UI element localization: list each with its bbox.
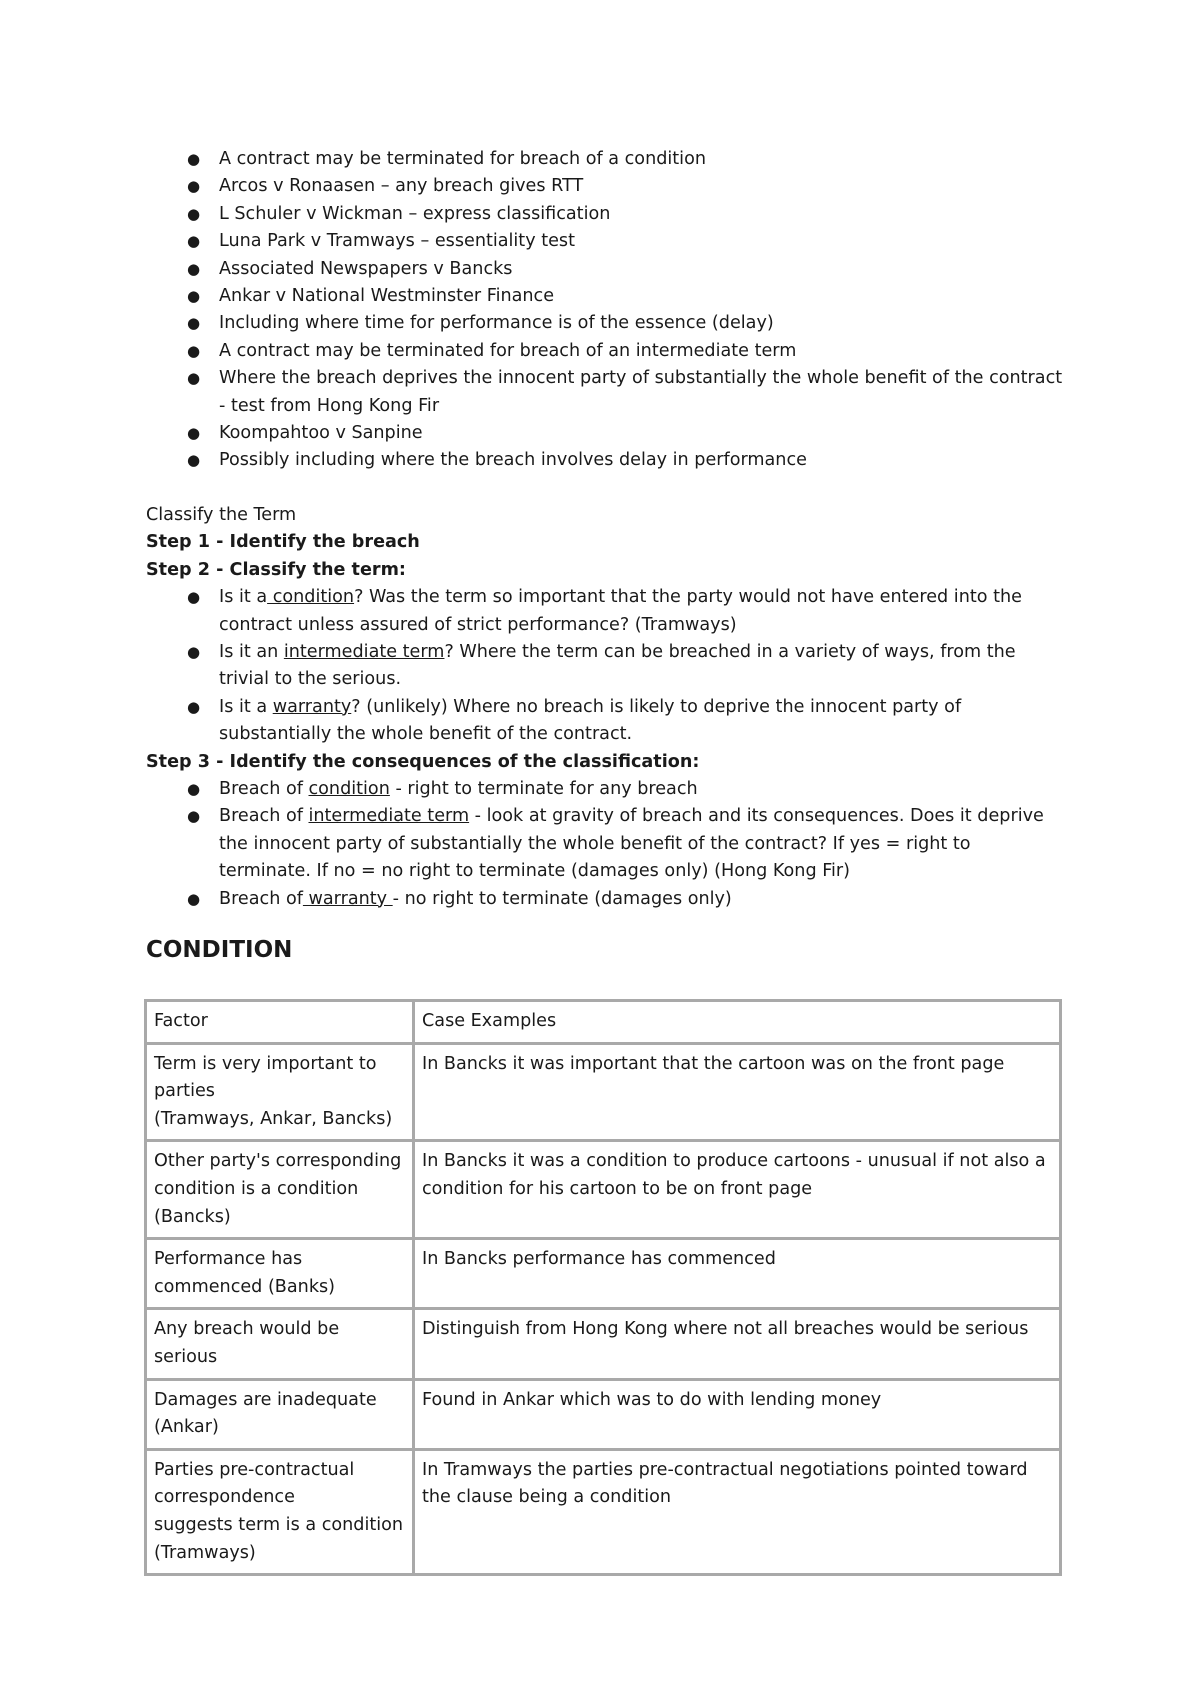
list-item [146,310,1066,337]
example-cell-line: In Bancks performance has commenced [422,1249,776,1270]
example-cell-line: Found in Ankar which was to do with lending money [422,1389,882,1410]
table-row [146,1379,1061,1449]
list-text: Ankar v National Westminster Finance [219,286,555,307]
condition-factors-table [144,999,1062,1576]
bullet-icon: ● [187,369,201,388]
table-header-row [146,1001,1061,1044]
list-text: L Schuler v Wickman – express classification [219,203,611,224]
classify-heading: Classify the Term [146,504,297,525]
list-text: Breach of [219,888,303,909]
underlined-term: warranty [272,696,352,717]
list-text: Is it a [219,587,268,608]
example-cell [414,1141,1061,1239]
condition-heading: CONDITION [146,936,293,963]
step-3-heading [146,749,1066,776]
example-cell [414,1379,1061,1449]
underlined-term: warranty [302,888,393,909]
list-text: A contract may be terminated for breach of a condition [219,149,706,169]
list-item [146,173,1066,200]
example-cell-line: Distinguish from Hong Kong where not all breaches would be serious [422,1319,1029,1340]
bullet-icon: ● [187,451,201,470]
list-item [146,365,1066,420]
list-text: ? Was the term so important that the party would not have entered into the contract unless assured of strict performance? (Tramways) [219,587,1022,635]
step-1-text: Step 1 - Identify the breach [146,532,420,553]
underlined-term: condition [308,778,390,799]
list-text: ? Where the term can be breached in a variety of ways, from the trivial to the serious. [219,641,1016,690]
bullet-icon: ● [187,889,201,908]
list-text: Is it a [219,696,273,717]
example-cell-line: In Bancks it was a condition to produce cartoons - unusual if not also a condition for his cartoon to be on front page [422,1151,1046,1199]
list-text: Koompahtoo v Sanpine [219,423,423,444]
factor-cell-line: Performance has commenced (Banks) [154,1249,336,1297]
underlined-term: intermediate term [308,806,470,827]
example-cell-line: In Bancks it was important that the cartoon was on the front page [422,1053,1005,1074]
list-item [146,447,1066,474]
list-text: Possibly including where the breach involves delay in performance [219,450,807,471]
example-cell [414,1043,1061,1141]
factor-cell-line: suggests term is a condition (Tramways) [154,1514,404,1563]
example-cell [414,1449,1061,1574]
list-item [146,283,1066,310]
list-text: Is it an [219,641,284,662]
factor-cell-line: Term is very important to parties [154,1053,377,1102]
step-2-heading [146,557,1066,584]
factor-cell [146,1043,414,1141]
factor-cell [146,1379,414,1449]
bullet-icon: ● [187,177,201,196]
list-item [146,338,1066,365]
table-row [146,1141,1061,1239]
factor-cell-line: (Tramways, Ankar, Bancks) [154,1108,393,1129]
list-text: Breach of [219,806,309,827]
list-text: Breach of [219,778,309,799]
bullet-icon: ● [187,697,201,716]
step-2-list [146,584,1066,748]
table-row [146,1239,1061,1309]
underlined-term: condition [267,587,355,608]
example-cell-line: In Tramways the parties pre-contractual negotiations pointed toward the clause being a condition [422,1459,1028,1508]
underlined-term: intermediate term [283,641,445,662]
table-row [146,1449,1061,1574]
bullet-icon: ● [187,424,201,443]
bullet-icon: ● [187,807,201,826]
list-text: Including where time for performance is of the essence (delay) [219,313,774,334]
bullet-icon: ● [187,150,201,168]
factor-cell-line: Any breach would be serious [154,1319,340,1367]
bullet-icon: ● [187,287,201,306]
table-header-factor: Factor [146,1001,414,1044]
step-3-text: Step 3 - Identify the consequences of the classification: [146,751,700,772]
list-text: - right to terminate for any breach [389,778,698,799]
list-item [146,886,1066,913]
bullet-icon: ● [187,259,201,278]
table-row [146,1043,1061,1141]
table-header-examples: Case Examples [414,1001,1061,1044]
example-cell [414,1309,1061,1379]
factor-cell-line: Parties pre-contractual correspondence [154,1459,355,1508]
bullet-icon: ● [187,588,201,607]
step-2-text: Step 2 - Classify the term: [146,559,406,580]
list-item [146,694,1066,749]
bullet-icon: ● [187,204,201,223]
list-item [146,584,1066,639]
list-text: Luna Park v Tramways – essentiality test [219,231,575,252]
list-item [146,803,1066,885]
document-content [146,146,1066,965]
table-row [146,1309,1061,1379]
factor-cell [146,1309,414,1379]
list-text: ? (unlikely) Where no breach is likely to deprive the innocent party of substantially the whole benefit of the contract. [219,696,962,745]
factor-cell-line: Damages are inadequate (Ankar) [154,1389,377,1438]
list-item [146,420,1066,447]
spacer [146,475,1066,502]
bullet-icon: ● [187,642,201,661]
bullet-icon: ● [187,779,201,798]
list-item [146,201,1066,228]
list-item [146,146,1066,173]
bullet-icon: ● [187,232,201,251]
list-text: Where the breach deprives the innocent party of substantially the whole benefit of the contract - test from Hong Kong Fir [219,368,1063,416]
bullet-icon: ● [187,314,201,333]
list-item [146,228,1066,255]
list-item [146,639,1066,694]
factor-cell [146,1141,414,1239]
list-item [146,256,1066,283]
step-3-list [146,776,1066,913]
list-item [146,776,1066,803]
termination-rules-list [146,146,1066,475]
factor-cell-line: Other party's corresponding condition is a condition (Bancks) [154,1151,402,1227]
example-cell [414,1239,1061,1309]
step-1-heading [146,529,1066,556]
list-text: A contract may be terminated for breach of an intermediate term [219,340,797,361]
factor-cell [146,1239,414,1309]
list-text: - no right to terminate (damages only) [392,888,732,909]
list-text: Associated Newspapers v Bancks [219,258,513,279]
list-text: - look at gravity of breach and its consequences. Does it deprive the innocent party of substantially the whole benefit of the contract? If yes = right to terminate. If no = no right to terminate (damages only) (Hong Kong Fir) [219,806,1044,882]
list-text: Arcos v Ronaasen – any breach gives RTT [219,176,584,197]
factor-cell [146,1449,414,1574]
bullet-icon: ● [187,341,201,360]
